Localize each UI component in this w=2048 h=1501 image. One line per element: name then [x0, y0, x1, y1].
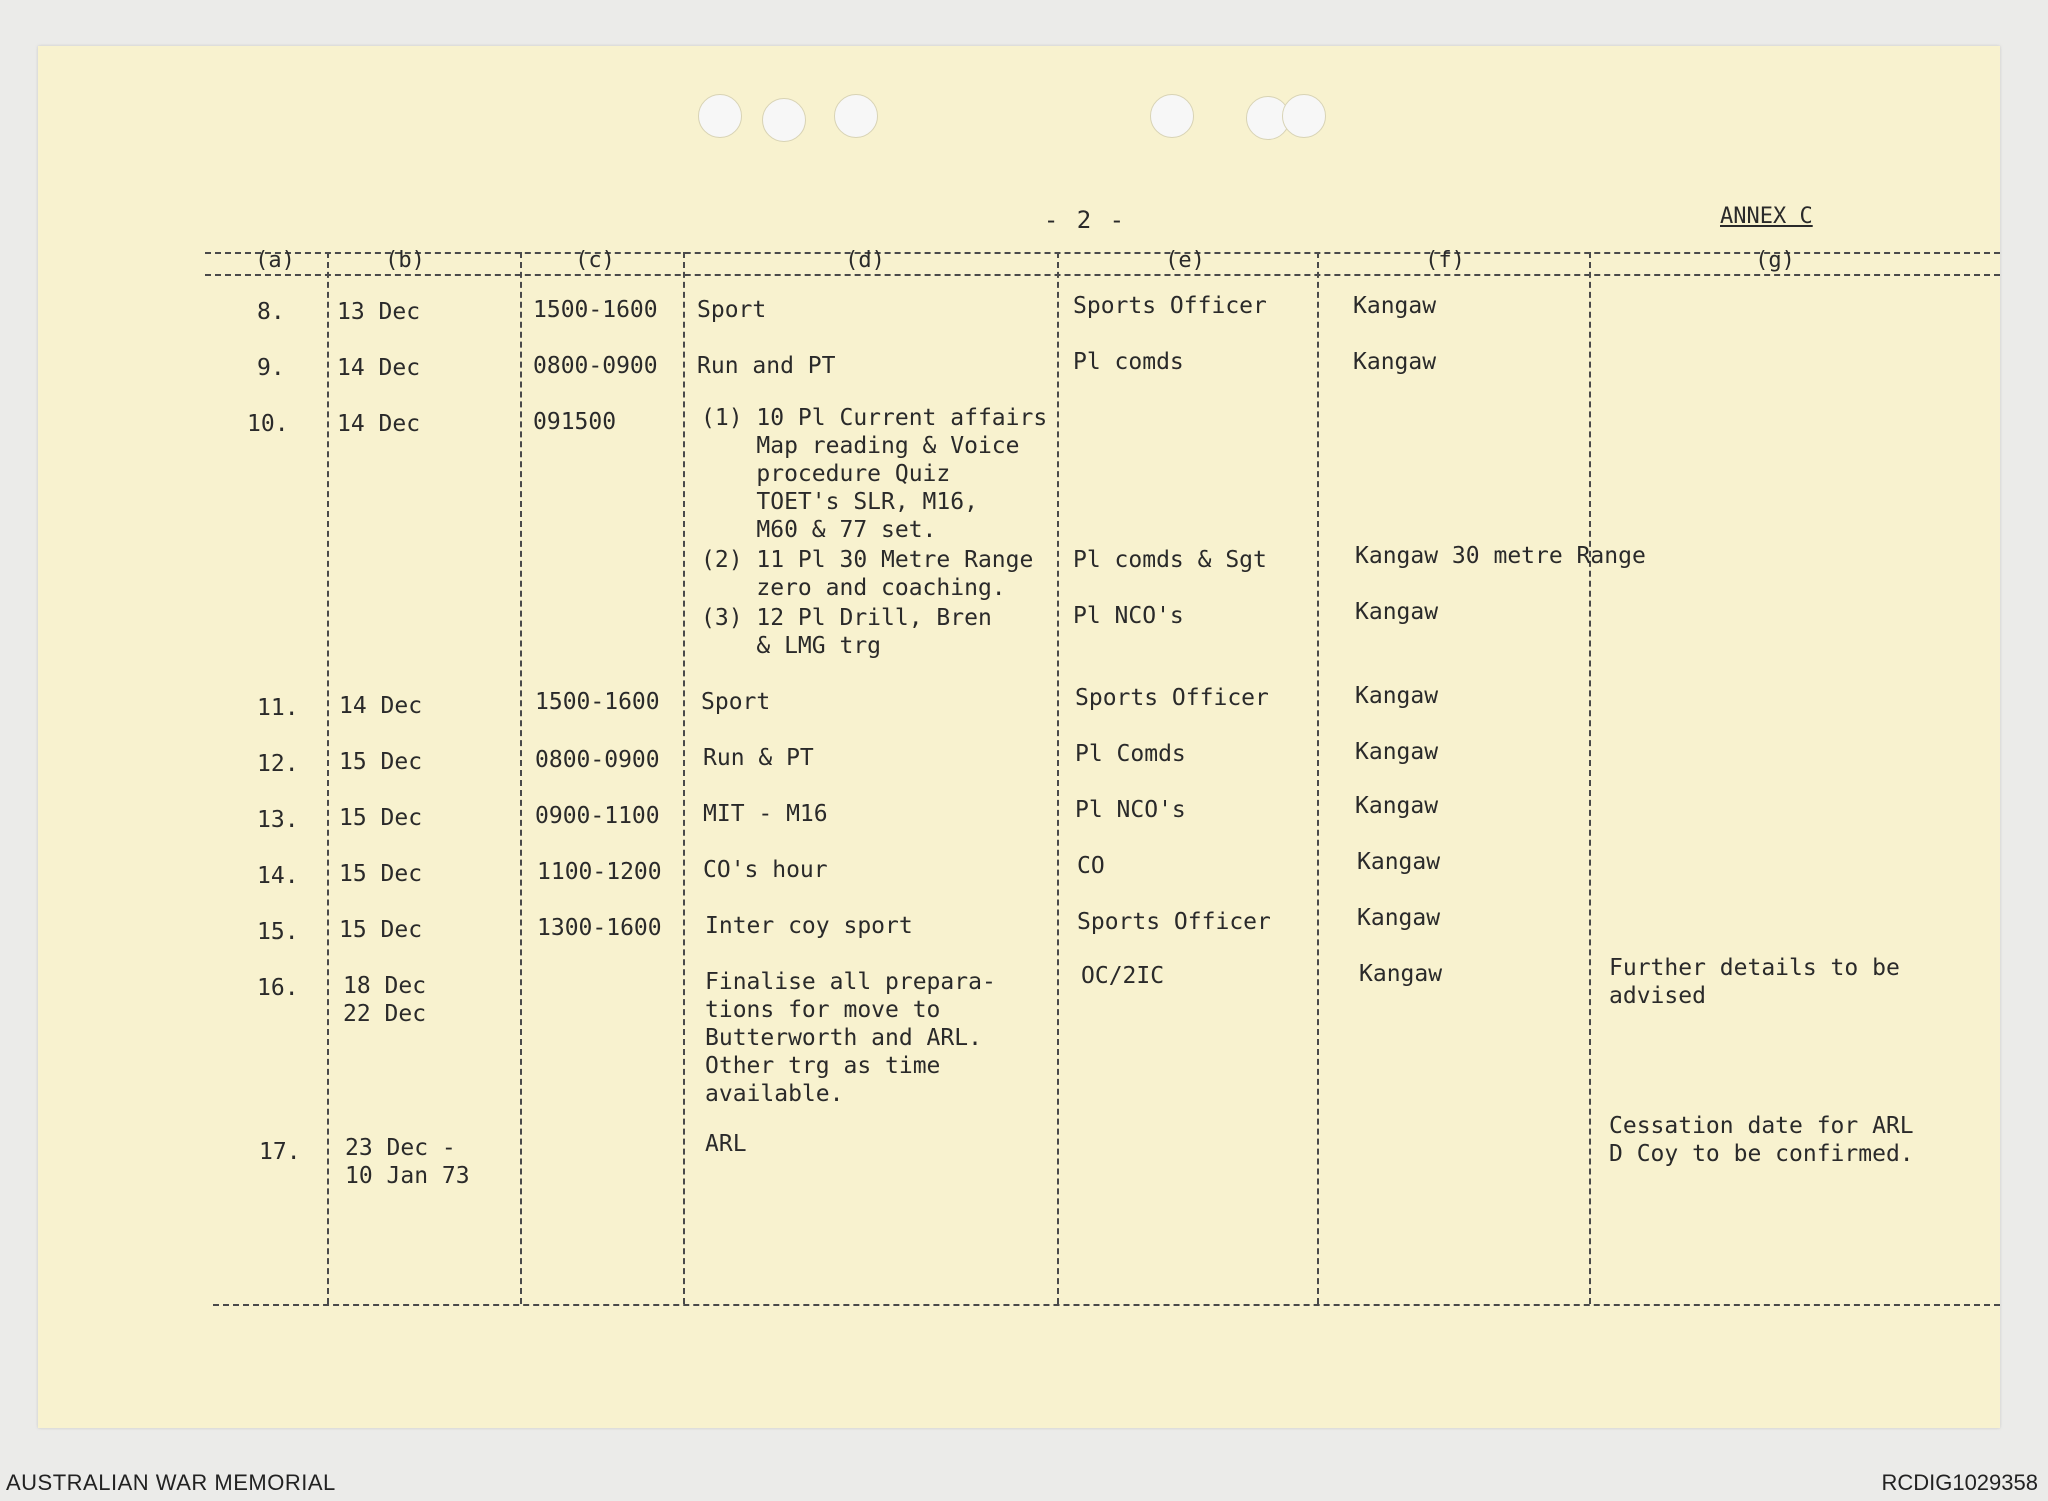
table-cell-location: Kangaw: [1353, 349, 1437, 375]
table-cell-activity: ARL: [705, 1131, 747, 1157]
table-cell-responsibility: Sports Officer: [1075, 685, 1269, 711]
page-number: - 2 -: [1043, 206, 1127, 234]
table-cell-remarks: Further details to be advised: [1609, 955, 1900, 1009]
table-cell-responsibility: Pl NCO's: [1075, 797, 1186, 823]
table-cell-serial: 14.: [257, 863, 299, 889]
column-divider: [520, 252, 522, 1304]
column-header-g: (g): [1755, 248, 1795, 273]
table-cell-responsibility: Pl Comds: [1075, 741, 1186, 767]
table-cell-activity: CO's hour: [703, 857, 828, 883]
table-cell-time: 091500: [533, 409, 617, 435]
table-cell-date: 14 Dec: [339, 693, 423, 719]
table-cell-time: 1500-1600: [535, 689, 660, 715]
table-cell-time: 0800-0900: [533, 353, 658, 379]
table-cell-responsibility: CO: [1077, 853, 1105, 879]
table-cell-date: 15 Dec: [339, 861, 423, 887]
table-cell-date: 14 Dec: [337, 355, 421, 381]
table-cell-serial: 15.: [257, 919, 299, 945]
table-cell-responsibility: Pl comds & Sgt: [1073, 547, 1267, 573]
table-cell-time: 0900-1100: [535, 803, 660, 829]
table-cell-time: 1100-1200: [537, 859, 662, 885]
archive-credit: AUSTRALIAN WAR MEMORIAL: [6, 1470, 336, 1495]
table-cell-location: Kangaw: [1357, 849, 1441, 875]
table-cell-location: Kangaw: [1355, 739, 1439, 765]
table-cell-serial: 17.: [259, 1139, 301, 1165]
column-divider: [1317, 252, 1319, 1304]
column-header-b: (b): [385, 248, 425, 273]
table-cell-activity: Run & PT: [703, 745, 814, 771]
table-cell-responsibility: Sports Officer: [1073, 293, 1267, 319]
table-cell-responsibility: Sports Officer: [1077, 909, 1271, 935]
table-cell-location: Kangaw: [1355, 599, 1439, 625]
table-cell-activity: MIT - M16: [703, 801, 828, 827]
punch-hole: [1150, 94, 1194, 138]
table-cell-location: Kangaw: [1355, 683, 1439, 709]
column-divider: [1589, 252, 1591, 1304]
table-cell-location: Kangaw: [1353, 293, 1437, 319]
table-cell-serial: 8.: [257, 299, 285, 325]
table-bottom-rule: [213, 1304, 2000, 1306]
table-cell-time: 1300-1600: [537, 915, 662, 941]
table-cell-activity: Sport: [701, 689, 771, 715]
schedule-table: [205, 240, 2000, 1310]
column-divider: [327, 252, 329, 1304]
column-header-d: (d): [845, 248, 885, 273]
column-divider: [683, 252, 685, 1304]
table-cell-activity: Finalise all prepara- tions for move to Butterworth and ARL. Other trg as time available.: [705, 969, 996, 1107]
table-cell-serial: 10.: [247, 411, 289, 437]
table-cell-responsibility: Pl NCO's: [1073, 603, 1184, 629]
column-header-e: (e): [1165, 248, 1205, 273]
table-cell-responsibility: Pl comds: [1073, 349, 1184, 375]
table-cell-location: Kangaw: [1359, 961, 1443, 987]
column-divider: [1057, 252, 1059, 1304]
table-cell-serial: 9.: [257, 355, 285, 381]
table-cell-serial: 12.: [257, 751, 299, 777]
punch-hole: [698, 94, 742, 138]
table-cell-serial: 11.: [257, 695, 299, 721]
table-cell-activity: Run and PT: [697, 353, 836, 379]
table-cell-date: 15 Dec: [339, 805, 423, 831]
column-header-f: (f): [1425, 248, 1465, 273]
annex-label: ANNEX C: [1720, 204, 1813, 229]
table-cell-time: 0800-0900: [535, 747, 660, 773]
table-cell-serial: 13.: [257, 807, 299, 833]
archive-reference: RCDIG1029358: [1881, 1470, 2038, 1495]
table-cell-date: 13 Dec: [337, 299, 421, 325]
table-cell-responsibility: OC/2IC: [1081, 963, 1165, 989]
table-cell-activity: (1) 10 Pl Current affairs Map reading & Voice procedure Quiz TOET's SLR, M16, M60 & 77 set.: [701, 405, 1048, 543]
table-cell-date: 15 Dec: [339, 749, 423, 775]
table-cell-date: 23 Dec - 10 Jan 73: [345, 1135, 470, 1189]
column-header-c: (c): [575, 248, 615, 273]
table-cell-date: 18 Dec 22 Dec: [343, 973, 427, 1027]
table-cell-location: Kangaw: [1357, 905, 1441, 931]
table-top-rule: [205, 252, 2000, 254]
punch-hole: [834, 94, 878, 138]
table-cell-activity: Inter coy sport: [705, 913, 913, 939]
table-cell-serial: 16.: [257, 975, 299, 1001]
table-cell-location: Kangaw 30 metre Range: [1355, 543, 1646, 569]
table-cell-activity: Sport: [697, 297, 767, 323]
table-cell-date: 15 Dec: [339, 917, 423, 943]
table-cell-activity: (2) 11 Pl 30 Metre Range zero and coaching.: [701, 547, 1034, 601]
header-bottom-rule: [205, 274, 2000, 276]
column-header-a: (a): [255, 248, 295, 273]
table-cell-activity: (3) 12 Pl Drill, Bren & LMG trg: [701, 605, 992, 659]
table-cell-remarks: Cessation date for ARL D Coy to be confirmed.: [1609, 1113, 1914, 1167]
table-cell-time: 1500-1600: [533, 297, 658, 323]
punch-hole: [762, 98, 806, 142]
punch-hole: [1282, 94, 1326, 138]
table-cell-location: Kangaw: [1355, 793, 1439, 819]
table-cell-date: 14 Dec: [337, 411, 421, 437]
